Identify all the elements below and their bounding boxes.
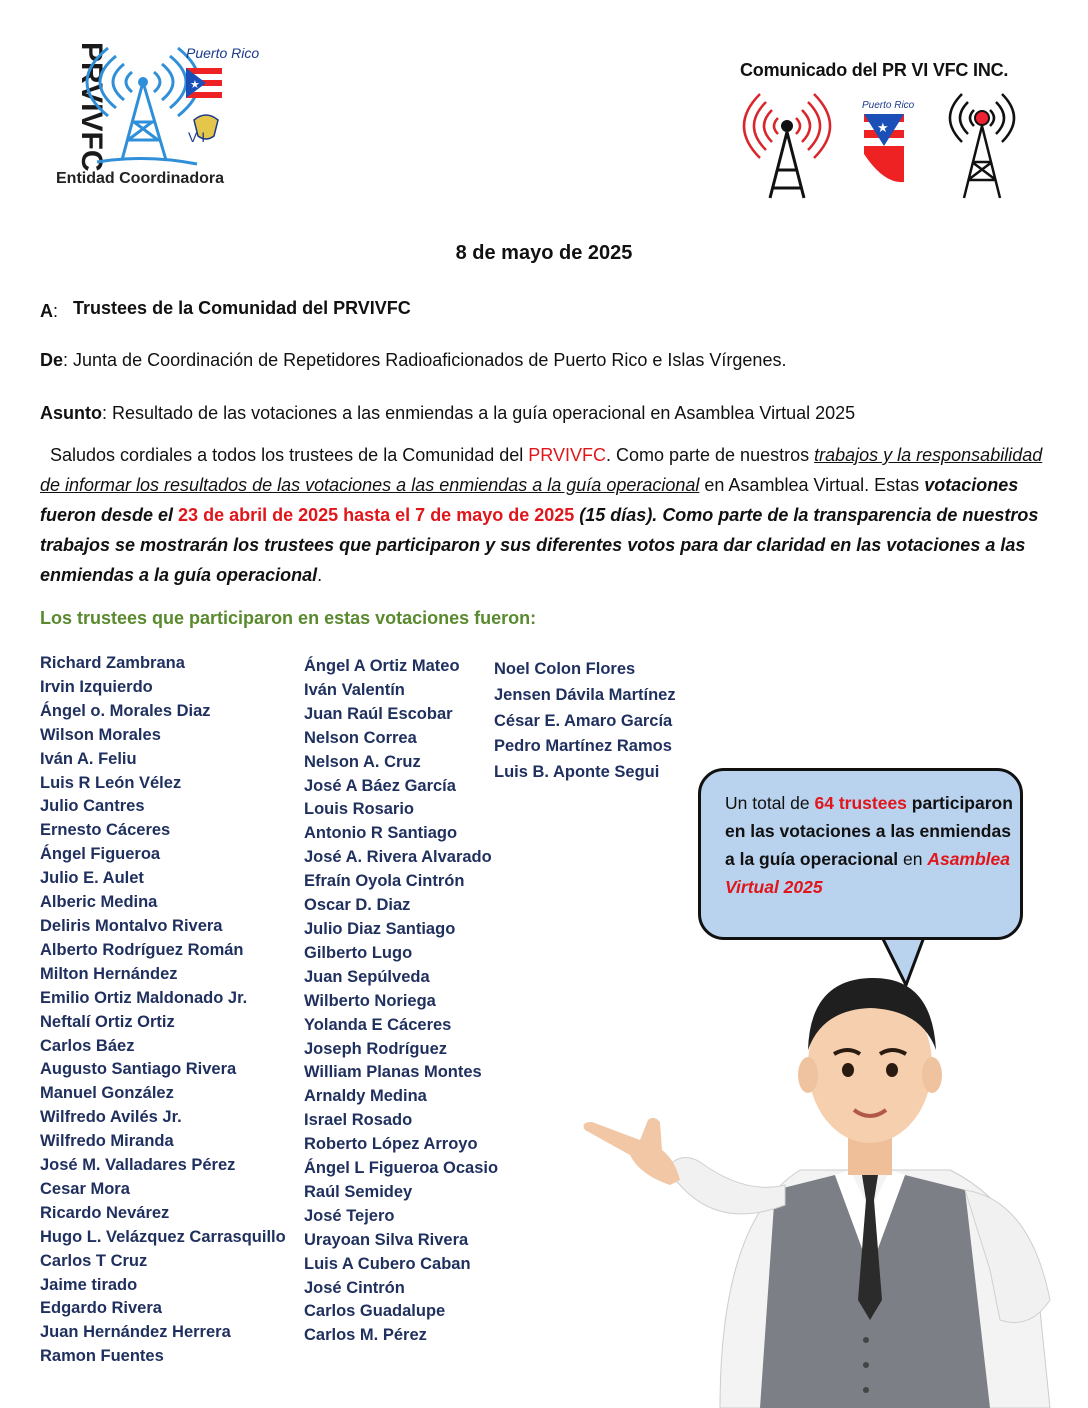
participant-name: Roberto López Arroyo <box>304 1135 478 1154</box>
participants-heading: Los trustees que participaron en estas votaciones fueron: <box>40 608 537 628</box>
participant-name: Julio Cantres <box>40 797 145 816</box>
participant-name: Milton Hernández <box>40 964 178 983</box>
total-callout-bubble <box>698 768 1023 940</box>
body-date-range: 23 de abril de 2025 hasta el 7 de mayo de 2025 <box>178 505 575 525</box>
to-value: Trustees de la Comunidad del PRVIVFC <box>73 298 411 318</box>
participant-name: Wilson Morales <box>40 725 161 744</box>
body-paragraph <box>40 440 1050 590</box>
participant-name: Wilberto Noriega <box>304 991 436 1010</box>
participant-name: José Tejero <box>304 1206 395 1225</box>
participant-name: Julio E. Aulet <box>40 869 144 888</box>
participants-column-1 <box>40 652 286 1369</box>
pr-vi-flags-icon <box>184 42 260 157</box>
participant-name: Hugo L. Velázquez Carrasquillo <box>40 1227 286 1246</box>
right-header-title: Comunicado del PR VI VFC INC. <box>740 60 1009 80</box>
bubble-text-3: en <box>898 849 928 869</box>
participant-name: Juan Sepúlveda <box>304 967 430 986</box>
participant-name: Israel Rosado <box>304 1111 413 1130</box>
participant-name: Emilio Ortiz Maldonado Jr. <box>40 988 248 1007</box>
to-separator: : <box>53 301 59 321</box>
svg-text:★: ★ <box>190 79 200 91</box>
logo-vertical-text <box>52 40 108 172</box>
participant-name: Antonio R Santiago <box>304 824 458 843</box>
to-label: A <box>40 301 53 321</box>
participant-name: José Cintrón <box>304 1278 405 1297</box>
participant-name: Ángel L Figueroa Ocasio <box>304 1159 499 1178</box>
puerto-rico-flag-icon <box>860 98 915 193</box>
participant-name: Julio Diaz Santiago <box>304 919 456 938</box>
participant-name: Ricardo Nevárez <box>40 1203 170 1222</box>
right-header <box>732 58 1032 208</box>
body-period: . <box>317 565 323 585</box>
participant-name: William Planas Montes <box>304 1063 482 1082</box>
participants-column-2 <box>304 655 498 1348</box>
participant-name: Deliris Montalvo Rivera <box>40 916 223 935</box>
svg-text:PRVIVFC: PRVIVFC <box>75 42 108 172</box>
subject-line <box>40 403 855 424</box>
participant-name: Cesar Mora <box>40 1179 130 1198</box>
participant-name: Richard Zambrana <box>40 654 185 672</box>
bubble-event: Asamblea Virtual 2025 <box>725 849 1011 897</box>
participant-name: Nelson A. Cruz <box>304 752 421 771</box>
participant-name: Iván Valentín <box>304 680 405 699</box>
participant-name: Juan Raúl Escobar <box>304 704 453 723</box>
black-radio-tower-icon <box>942 88 1022 203</box>
participant-name: Augusto Santiago Rivera <box>40 1060 237 1079</box>
svg-text:★: ★ <box>877 120 889 135</box>
svg-text:Puerto Rico: Puerto Rico <box>862 100 915 111</box>
participant-name: Efraín Oyola Cintrón <box>304 872 465 891</box>
participant-name: Ramon Fuentes <box>40 1347 164 1366</box>
body-text-3: en Asamblea Virtual. Estas <box>699 475 925 495</box>
participant-name: Carlos M. Pérez <box>304 1326 427 1345</box>
participant-name: José A Báez García <box>304 776 456 795</box>
participant-name: Gilberto Lugo <box>304 943 413 962</box>
participant-name: Luis B. Aponte Segui <box>494 763 660 782</box>
participant-name: Alberto Rodríguez Román <box>40 940 244 959</box>
participant-name: Jaime tirado <box>40 1275 138 1294</box>
body-underlined-text: trabajos y la responsabilidad de informar los resultados de las votaciones a las enmiendas a la guía operacional <box>40 445 1043 495</box>
participant-name: Wilfredo Miranda <box>40 1132 174 1151</box>
participant-name: Oscar D. Diaz <box>304 896 411 915</box>
participant-name: Raúl Semidey <box>304 1182 413 1201</box>
from-value: : Junta de Coordinación de Repetidores Radioaficionados de Puerto Rico e Islas Vírgenes. <box>63 350 787 370</box>
participant-name: Ángel A Ortiz Mateo <box>304 657 460 675</box>
to-line <box>40 298 411 319</box>
participant-name: Noel Colon Flores <box>494 660 636 678</box>
participant-name: Carlos Báez <box>40 1036 135 1055</box>
participant-name: Jensen Dávila Martínez <box>494 685 676 704</box>
participant-name: Edgardo Rivera <box>40 1299 162 1318</box>
participant-name: César E. Amaro García <box>494 711 673 730</box>
from-label: De <box>40 350 64 370</box>
bubble-text-1: Un total de <box>725 793 815 813</box>
participant-name: Iván A. Feliu <box>40 749 137 768</box>
participant-name: José M. Valladares Pérez <box>40 1156 236 1175</box>
participant-name: Alberic Medina <box>40 893 158 912</box>
bubble-count: 64 trustees <box>814 793 907 813</box>
document-date: 8 de mayo de 2025 <box>455 242 633 264</box>
body-bold-text-2: (15 días). Como parte de la transparencia de nuestros trabajos se mostrarán los trustees que participaron y sus diferentes votos para dar claridad en las votaciones a las enmiendas a la guía operacional <box>40 505 1039 585</box>
participant-name: Ángel Figueroa <box>40 845 161 864</box>
participant-name: Louis Rosario <box>304 800 415 819</box>
participant-name: Neftalí Ortiz Ortiz <box>40 1012 175 1031</box>
svg-text:V I: V I <box>188 129 206 145</box>
participant-name: Irvin Izquierdo <box>40 677 153 696</box>
body-text-1: Saludos cordiales a todos los trustees de la Comunidad del <box>40 445 529 465</box>
participants-column-3 <box>494 657 676 786</box>
participant-name: José A. Rivera Alvarado <box>304 848 492 867</box>
body-org-name: PRVIVFC <box>528 445 606 465</box>
body-bold-text-1: votaciones fueron desde el <box>40 475 1019 525</box>
subject-value: : Resultado de las votaciones a las enmiendas a la guía operacional en Asamblea Virtual 2025 <box>102 403 856 423</box>
svg-text:Puerto Rico: Puerto Rico <box>186 45 260 61</box>
subject-label: Asunto <box>40 403 102 423</box>
red-radio-tower-icon <box>742 88 832 203</box>
participant-name: Ernesto Cáceres <box>40 821 171 840</box>
participant-name: Wilfredo Avilés Jr. <box>40 1108 182 1127</box>
participant-name: Juan Hernández Herrera <box>40 1323 231 1342</box>
pointing-man-illustration <box>570 970 1070 1408</box>
participant-name: Yolanda E Cáceres <box>304 1015 452 1034</box>
bubble-text <box>725 789 1015 901</box>
from-line <box>40 350 786 371</box>
participant-name: Manuel González <box>40 1084 174 1103</box>
participant-name: Pedro Martínez Ramos <box>494 737 672 756</box>
participant-name: Carlos T Cruz <box>40 1251 148 1270</box>
participant-name: Carlos Guadalupe <box>304 1302 446 1321</box>
participant-name: Luis R León Vélez <box>40 773 182 792</box>
participant-name: Ángel o. Morales Diaz <box>40 701 211 720</box>
prvivfc-logo <box>52 40 260 190</box>
participant-name: Luis A Cubero Caban <box>304 1254 471 1273</box>
participant-name: Arnaldy Medina <box>304 1087 427 1106</box>
bubble-text-2: participaron en las votaciones a las enmiendas a la guía operacional <box>725 793 1013 869</box>
participant-name: Joseph Rodríguez <box>304 1039 448 1058</box>
body-text-2: . Como parte de nuestros <box>605 445 815 465</box>
participant-name: Nelson Correa <box>304 728 417 747</box>
logo-subtitle: Entidad Coordinadora <box>56 170 224 187</box>
participant-name: Urayoan Silva Rivera <box>304 1230 469 1249</box>
